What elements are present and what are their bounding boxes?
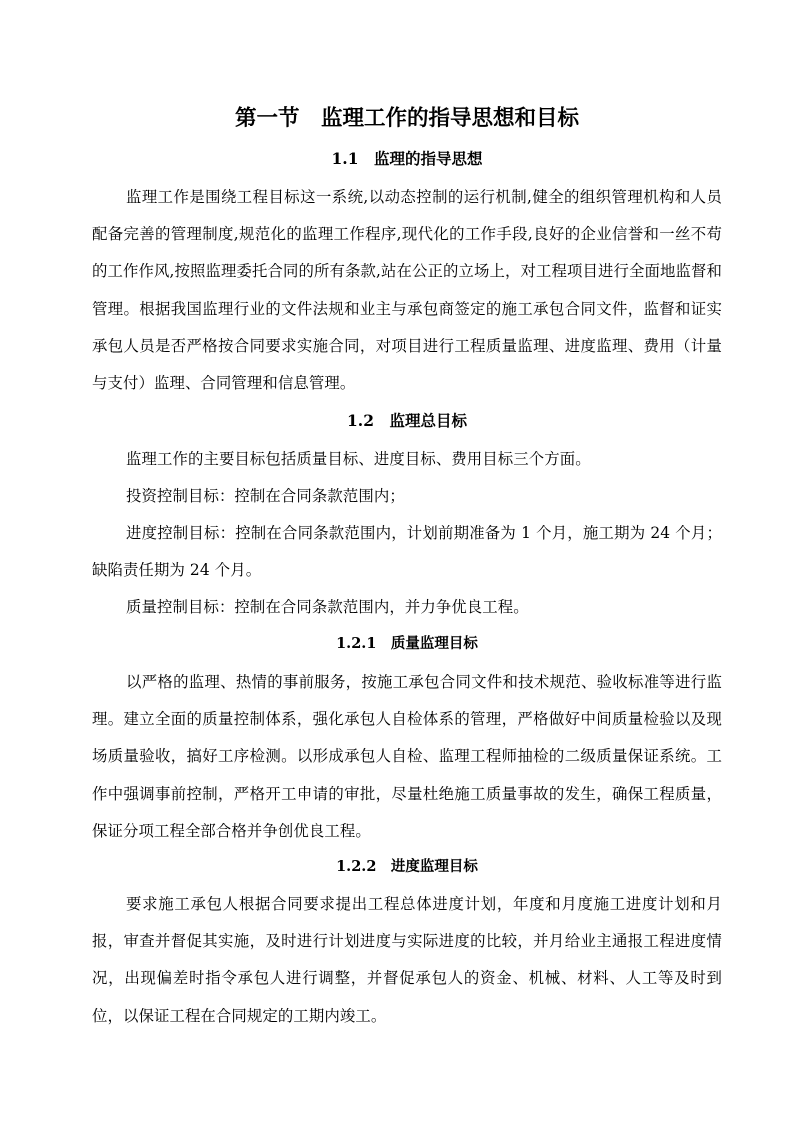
paragraph-investment-goal: 投资控制目标：控制在合同条款范围内；	[126, 487, 405, 505]
paragraph-guiding-ideology: 监理工作是围绕工程目标这一系统,以动态控制的运行机制,健全的组织管理机构和人员配备完善的管理制度,规范化的监理工作程序,现代化的工作手段,良好的企业信誉和一丝不苟的工作作风,按照监理委托合同的所有条款,站在公正的立场上，对工程项目进行全面地监督和管理。根据我国监理行业的文件法规和业主与承包商签定的施工承包合同文件，监督和证实承包人员是否严格按合同要求实施合同，对项目进行工程质量监理、进度监理、费用（计量与支付）监理、合同管理和信息管理。	[92, 188, 722, 393]
paragraph-quality-supervision: 以严格的监理、热情的事前服务，按施工承包合同文件和技术规范、验收标准等进行监理。建立全面的质量控制体系，强化承包人自检体系的管理，严格做好中间质量检验以及现场质量验收，搞好工序检测。以形成承包人自检、监理工程师抽检的二级质量保证系统。工作中强调事前控制，严格开工申请的审批，尽量杜绝施工质量事故的发生，确保工程质量，保证分项工程全部合格并争创优良工程。	[92, 673, 722, 840]
paragraph-main-goals: 监理工作的主要目标包括质量目标、进度目标、费用目标三个方面。	[126, 450, 591, 468]
section-heading-1-1: 1.1 监理的指导思想	[331, 149, 483, 168]
section-heading-1-2-1: 1.2.1 质量监理目标	[336, 635, 478, 652]
paragraph-progress-supervision: 要求施工承包人根据合同要求提出工程总体进度计划，年度和月度施工进度计划和月报，审查并督促其实施，及时进行计划进度与实际进度的比较，并月给业主通报工程进度情况，出现偏差时指令承包人进行调整，并督促承包人的资金、机械、材料、人工等及时到位，以保证工程在合同规定的工期内竣工。	[92, 895, 722, 1025]
section-heading-1-2: 1.2 监理总目标	[347, 411, 467, 430]
paragraph-quality-goal: 质量控制目标：控制在合同条款范围内，并力争优良工程。	[126, 598, 529, 616]
section-heading-1-2-2: 1.2.2 进度监理目标	[336, 858, 478, 875]
paragraph-schedule-goal: 进度控制目标：控制在合同条款范围内，计划前期准备为 1 个月，施工期为 24 个月；缺陷责任期为 24 个月。	[92, 524, 722, 580]
document-page	[92, 0, 722, 1123]
document-title: 第一节 监理工作的指导思想和目标	[234, 106, 579, 131]
